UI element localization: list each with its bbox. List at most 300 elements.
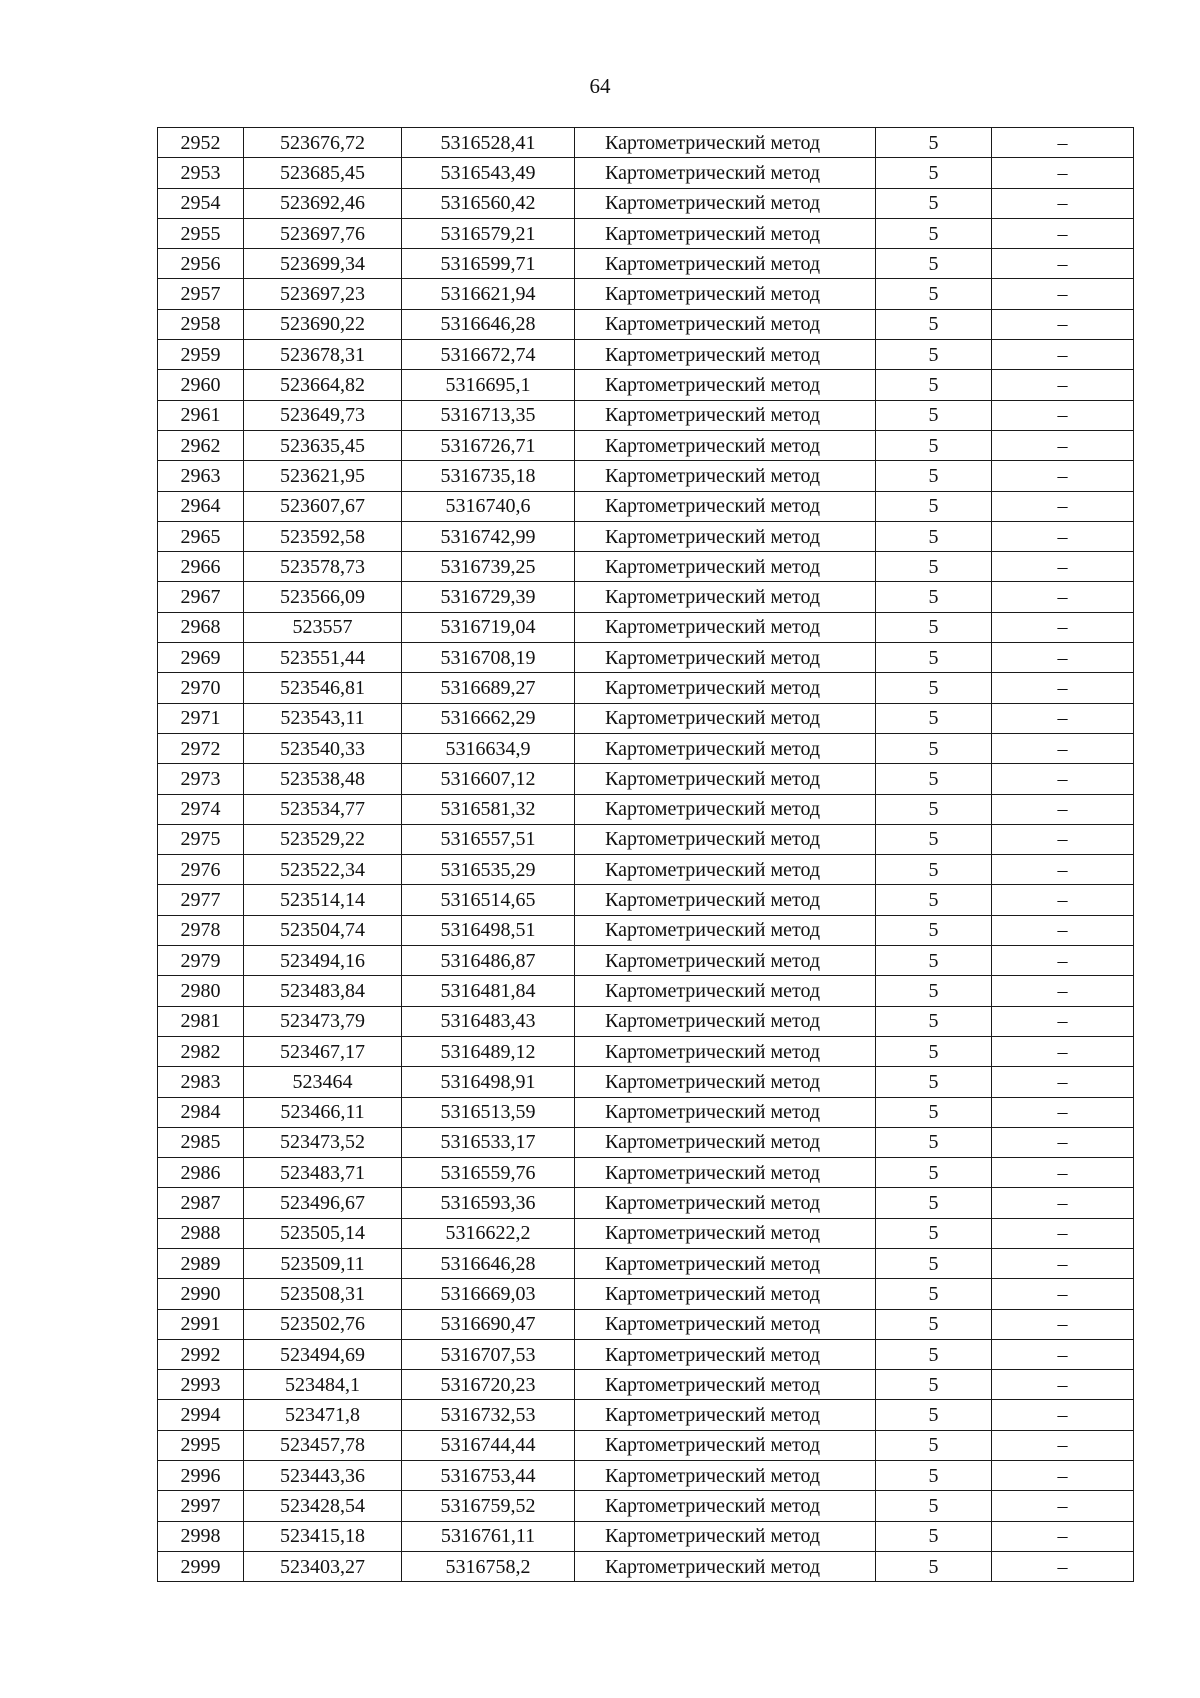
y-coordinate-cell: 5316559,76 — [402, 1158, 575, 1188]
table-row — [158, 1097, 1134, 1127]
y-coordinate-cell: 5316621,94 — [402, 279, 575, 309]
accuracy-cell: 5 — [876, 1400, 992, 1430]
description-cell: – — [992, 1400, 1134, 1430]
description-cell: – — [992, 1551, 1134, 1581]
y-coordinate-cell: 5316729,39 — [402, 582, 575, 612]
description-cell: – — [992, 764, 1134, 794]
description-cell: – — [992, 370, 1134, 400]
table-row — [158, 309, 1134, 339]
point-number-cell: 2954 — [158, 188, 244, 218]
description-cell: – — [992, 309, 1134, 339]
y-coordinate-cell: 5316672,74 — [402, 340, 575, 370]
description-cell: – — [992, 1279, 1134, 1309]
accuracy-cell: 5 — [876, 1339, 992, 1369]
point-number-cell: 2952 — [158, 128, 244, 158]
y-coordinate-cell: 5316634,9 — [402, 733, 575, 763]
x-coordinate-cell: 523543,11 — [244, 703, 402, 733]
description-cell: – — [992, 915, 1134, 945]
table-row — [158, 128, 1134, 158]
method-cell: Картометрический метод — [575, 673, 876, 703]
table-row — [158, 461, 1134, 491]
table-row — [158, 1067, 1134, 1097]
point-number-cell: 2963 — [158, 461, 244, 491]
accuracy-cell: 5 — [876, 218, 992, 248]
table-row — [158, 1491, 1134, 1521]
accuracy-cell: 5 — [876, 400, 992, 430]
x-coordinate-cell: 523578,73 — [244, 552, 402, 582]
description-cell: – — [992, 946, 1134, 976]
method-cell: Картометрический метод — [575, 946, 876, 976]
y-coordinate-cell: 5316498,51 — [402, 915, 575, 945]
y-coordinate-cell: 5316593,36 — [402, 1188, 575, 1218]
x-coordinate-cell: 523538,48 — [244, 764, 402, 794]
y-coordinate-cell: 5316535,29 — [402, 855, 575, 885]
description-cell: – — [992, 430, 1134, 460]
point-number-cell: 2978 — [158, 915, 244, 945]
accuracy-cell: 5 — [876, 1370, 992, 1400]
y-coordinate-cell: 5316486,87 — [402, 946, 575, 976]
accuracy-cell: 5 — [876, 370, 992, 400]
description-cell: – — [992, 1248, 1134, 1278]
description-cell: – — [992, 461, 1134, 491]
x-coordinate-cell: 523464 — [244, 1067, 402, 1097]
x-coordinate-cell: 523514,14 — [244, 885, 402, 915]
x-coordinate-cell: 523457,78 — [244, 1430, 402, 1460]
table-row — [158, 673, 1134, 703]
accuracy-cell: 5 — [876, 279, 992, 309]
table-row — [158, 1400, 1134, 1430]
method-cell: Картометрический метод — [575, 824, 876, 854]
accuracy-cell: 5 — [876, 915, 992, 945]
accuracy-cell: 5 — [876, 824, 992, 854]
point-number-cell: 2961 — [158, 400, 244, 430]
y-coordinate-cell: 5316690,47 — [402, 1309, 575, 1339]
point-number-cell: 2966 — [158, 552, 244, 582]
method-cell: Картометрический метод — [575, 279, 876, 309]
method-cell: Картометрический метод — [575, 400, 876, 430]
accuracy-cell: 5 — [876, 1309, 992, 1339]
y-coordinate-cell: 5316646,28 — [402, 1248, 575, 1278]
method-cell: Картометрический метод — [575, 976, 876, 1006]
point-number-cell: 2990 — [158, 1279, 244, 1309]
y-coordinate-cell: 5316732,53 — [402, 1400, 575, 1430]
table-row — [158, 218, 1134, 248]
table-row — [158, 491, 1134, 521]
x-coordinate-cell: 523473,52 — [244, 1127, 402, 1157]
method-cell: Картометрический метод — [575, 1430, 876, 1460]
point-number-cell: 2982 — [158, 1036, 244, 1066]
table-row — [158, 1158, 1134, 1188]
point-number-cell: 2955 — [158, 218, 244, 248]
accuracy-cell: 5 — [876, 309, 992, 339]
description-cell: – — [992, 279, 1134, 309]
x-coordinate-cell: 523471,8 — [244, 1400, 402, 1430]
y-coordinate-cell: 5316739,25 — [402, 552, 575, 582]
accuracy-cell: 5 — [876, 733, 992, 763]
table-row — [158, 915, 1134, 945]
accuracy-cell: 5 — [876, 1158, 992, 1188]
accuracy-cell: 5 — [876, 1067, 992, 1097]
table-row — [158, 430, 1134, 460]
y-coordinate-cell: 5316726,71 — [402, 430, 575, 460]
method-cell: Картометрический метод — [575, 1218, 876, 1248]
method-cell: Картометрический метод — [575, 521, 876, 551]
method-cell: Картометрический метод — [575, 582, 876, 612]
description-cell: – — [992, 1521, 1134, 1551]
method-cell: Картометрический метод — [575, 370, 876, 400]
point-number-cell: 2975 — [158, 824, 244, 854]
method-cell: Картометрический метод — [575, 733, 876, 763]
table-row — [158, 764, 1134, 794]
method-cell: Картометрический метод — [575, 1067, 876, 1097]
y-coordinate-cell: 5316481,84 — [402, 976, 575, 1006]
method-cell: Картометрический метод — [575, 1309, 876, 1339]
point-number-cell: 2973 — [158, 764, 244, 794]
accuracy-cell: 5 — [876, 794, 992, 824]
accuracy-cell: 5 — [876, 340, 992, 370]
x-coordinate-cell: 523467,17 — [244, 1036, 402, 1066]
x-coordinate-cell: 523483,71 — [244, 1158, 402, 1188]
x-coordinate-cell: 523685,45 — [244, 158, 402, 188]
method-cell: Картометрический метод — [575, 1339, 876, 1369]
accuracy-cell: 5 — [876, 1188, 992, 1218]
accuracy-cell: 5 — [876, 1430, 992, 1460]
y-coordinate-cell: 5316759,52 — [402, 1491, 575, 1521]
table-row — [158, 1127, 1134, 1157]
page-number: 64 — [589, 74, 611, 98]
method-cell: Картометрический метод — [575, 764, 876, 794]
y-coordinate-cell: 5316753,44 — [402, 1461, 575, 1491]
x-coordinate-cell: 523551,44 — [244, 643, 402, 673]
method-cell: Картометрический метод — [575, 340, 876, 370]
accuracy-cell: 5 — [876, 612, 992, 642]
table-row — [158, 1309, 1134, 1339]
table-row — [158, 643, 1134, 673]
x-coordinate-cell: 523676,72 — [244, 128, 402, 158]
method-cell: Картометрический метод — [575, 855, 876, 885]
point-number-cell: 2997 — [158, 1491, 244, 1521]
y-coordinate-cell: 5316557,51 — [402, 824, 575, 854]
accuracy-cell: 5 — [876, 582, 992, 612]
point-number-cell: 2968 — [158, 612, 244, 642]
method-cell: Картометрический метод — [575, 1248, 876, 1278]
x-coordinate-cell: 523529,22 — [244, 824, 402, 854]
y-coordinate-cell: 5316514,65 — [402, 885, 575, 915]
point-number-cell: 2993 — [158, 1370, 244, 1400]
point-number-cell: 2972 — [158, 733, 244, 763]
description-cell: – — [992, 521, 1134, 551]
method-cell: Картометрический метод — [575, 430, 876, 460]
description-cell: – — [992, 643, 1134, 673]
description-cell: – — [992, 1430, 1134, 1460]
x-coordinate-cell: 523690,22 — [244, 309, 402, 339]
description-cell: – — [992, 1158, 1134, 1188]
point-number-cell: 2979 — [158, 946, 244, 976]
accuracy-cell: 5 — [876, 158, 992, 188]
y-coordinate-cell: 5316646,28 — [402, 309, 575, 339]
y-coordinate-cell: 5316599,71 — [402, 249, 575, 279]
method-cell: Картометрический метод — [575, 188, 876, 218]
description-cell: – — [992, 218, 1134, 248]
accuracy-cell: 5 — [876, 643, 992, 673]
accuracy-cell: 5 — [876, 1491, 992, 1521]
point-number-cell: 2985 — [158, 1127, 244, 1157]
point-number-cell: 2964 — [158, 491, 244, 521]
accuracy-cell: 5 — [876, 855, 992, 885]
table-row — [158, 552, 1134, 582]
accuracy-cell: 5 — [876, 249, 992, 279]
method-cell: Картометрический метод — [575, 1006, 876, 1036]
description-cell: – — [992, 855, 1134, 885]
point-number-cell: 2974 — [158, 794, 244, 824]
accuracy-cell: 5 — [876, 521, 992, 551]
point-number-cell: 2983 — [158, 1067, 244, 1097]
x-coordinate-cell: 523494,16 — [244, 946, 402, 976]
accuracy-cell: 5 — [876, 461, 992, 491]
accuracy-cell: 5 — [876, 1461, 992, 1491]
x-coordinate-cell: 523504,74 — [244, 915, 402, 945]
method-cell: Картометрический метод — [575, 1551, 876, 1581]
description-cell: – — [992, 1370, 1134, 1400]
x-coordinate-cell: 523466,11 — [244, 1097, 402, 1127]
y-coordinate-cell: 5316689,27 — [402, 673, 575, 703]
point-number-cell: 2998 — [158, 1521, 244, 1551]
method-cell: Картометрический метод — [575, 491, 876, 521]
coordinates-table — [157, 127, 1134, 1582]
x-coordinate-cell: 523678,31 — [244, 340, 402, 370]
accuracy-cell: 5 — [876, 1279, 992, 1309]
point-number-cell: 2969 — [158, 643, 244, 673]
method-cell: Картометрический метод — [575, 309, 876, 339]
point-number-cell: 2994 — [158, 1400, 244, 1430]
point-number-cell: 2995 — [158, 1430, 244, 1460]
description-cell: – — [992, 582, 1134, 612]
y-coordinate-cell: 5316720,23 — [402, 1370, 575, 1400]
accuracy-cell: 5 — [876, 703, 992, 733]
x-coordinate-cell: 523473,79 — [244, 1006, 402, 1036]
point-number-cell: 2967 — [158, 582, 244, 612]
y-coordinate-cell: 5316742,99 — [402, 521, 575, 551]
x-coordinate-cell: 523415,18 — [244, 1521, 402, 1551]
table-row — [158, 1036, 1134, 1066]
method-cell: Картометрический метод — [575, 1188, 876, 1218]
table-row — [158, 1279, 1134, 1309]
x-coordinate-cell: 523649,73 — [244, 400, 402, 430]
accuracy-cell: 5 — [876, 1218, 992, 1248]
x-coordinate-cell: 523494,69 — [244, 1339, 402, 1369]
description-cell: – — [992, 340, 1134, 370]
x-coordinate-cell: 523592,58 — [244, 521, 402, 551]
method-cell: Картометрический метод — [575, 1521, 876, 1551]
point-number-cell: 2956 — [158, 249, 244, 279]
point-number-cell: 2989 — [158, 1248, 244, 1278]
point-number-cell: 2977 — [158, 885, 244, 915]
point-number-cell: 2970 — [158, 673, 244, 703]
y-coordinate-cell: 5316735,18 — [402, 461, 575, 491]
accuracy-cell: 5 — [876, 128, 992, 158]
x-coordinate-cell: 523540,33 — [244, 733, 402, 763]
accuracy-cell: 5 — [876, 1248, 992, 1278]
description-cell: – — [992, 128, 1134, 158]
y-coordinate-cell: 5316669,03 — [402, 1279, 575, 1309]
method-cell: Картометрический метод — [575, 1400, 876, 1430]
table-row — [158, 885, 1134, 915]
point-number-cell: 2988 — [158, 1218, 244, 1248]
method-cell: Картометрический метод — [575, 552, 876, 582]
point-number-cell: 2996 — [158, 1461, 244, 1491]
accuracy-cell: 5 — [876, 885, 992, 915]
point-number-cell: 2971 — [158, 703, 244, 733]
description-cell: – — [992, 1097, 1134, 1127]
point-number-cell: 2962 — [158, 430, 244, 460]
x-coordinate-cell: 523522,34 — [244, 855, 402, 885]
table-row — [158, 1188, 1134, 1218]
accuracy-cell: 5 — [876, 976, 992, 1006]
description-cell: – — [992, 1309, 1134, 1339]
table-row — [158, 582, 1134, 612]
y-coordinate-cell: 5316581,32 — [402, 794, 575, 824]
accuracy-cell: 5 — [876, 552, 992, 582]
point-number-cell: 2957 — [158, 279, 244, 309]
point-number-cell: 2981 — [158, 1006, 244, 1036]
point-number-cell: 2984 — [158, 1097, 244, 1127]
table-row — [158, 279, 1134, 309]
x-coordinate-cell: 523566,09 — [244, 582, 402, 612]
accuracy-cell: 5 — [876, 946, 992, 976]
y-coordinate-cell: 5316543,49 — [402, 158, 575, 188]
table-row — [158, 976, 1134, 1006]
point-number-cell: 2960 — [158, 370, 244, 400]
x-coordinate-cell: 523699,34 — [244, 249, 402, 279]
method-cell: Картометрический метод — [575, 1279, 876, 1309]
y-coordinate-cell: 5316622,2 — [402, 1218, 575, 1248]
description-cell: – — [992, 1067, 1134, 1097]
table-row — [158, 1461, 1134, 1491]
accuracy-cell: 5 — [876, 1127, 992, 1157]
method-cell: Картометрический метод — [575, 794, 876, 824]
description-cell: – — [992, 733, 1134, 763]
method-cell: Картометрический метод — [575, 915, 876, 945]
y-coordinate-cell: 5316761,11 — [402, 1521, 575, 1551]
description-cell: – — [992, 1006, 1134, 1036]
method-cell: Картометрический метод — [575, 1097, 876, 1127]
accuracy-cell: 5 — [876, 188, 992, 218]
x-coordinate-cell: 523546,81 — [244, 673, 402, 703]
x-coordinate-cell: 523483,84 — [244, 976, 402, 1006]
accuracy-cell: 5 — [876, 430, 992, 460]
x-coordinate-cell: 523502,76 — [244, 1309, 402, 1339]
y-coordinate-cell: 5316483,43 — [402, 1006, 575, 1036]
table-row — [158, 1430, 1134, 1460]
description-cell: – — [992, 400, 1134, 430]
y-coordinate-cell: 5316498,91 — [402, 1067, 575, 1097]
method-cell: Картометрический метод — [575, 1158, 876, 1188]
method-cell: Картометрический метод — [575, 1036, 876, 1066]
y-coordinate-cell: 5316758,2 — [402, 1551, 575, 1581]
x-coordinate-cell: 523509,11 — [244, 1248, 402, 1278]
x-coordinate-cell: 523664,82 — [244, 370, 402, 400]
accuracy-cell: 5 — [876, 1097, 992, 1127]
description-cell: – — [992, 1036, 1134, 1066]
description-cell: – — [992, 703, 1134, 733]
y-coordinate-cell: 5316662,29 — [402, 703, 575, 733]
point-number-cell: 2958 — [158, 309, 244, 339]
accuracy-cell: 5 — [876, 1036, 992, 1066]
method-cell: Картометрический метод — [575, 158, 876, 188]
table-row — [158, 1218, 1134, 1248]
accuracy-cell: 5 — [876, 1521, 992, 1551]
description-cell: – — [992, 612, 1134, 642]
point-number-cell: 2987 — [158, 1188, 244, 1218]
point-number-cell: 2976 — [158, 855, 244, 885]
point-number-cell: 2959 — [158, 340, 244, 370]
table-row — [158, 188, 1134, 218]
description-cell: – — [992, 1188, 1134, 1218]
table-row — [158, 1370, 1134, 1400]
method-cell: Картометрический метод — [575, 885, 876, 915]
y-coordinate-cell: 5316528,41 — [402, 128, 575, 158]
y-coordinate-cell: 5316513,59 — [402, 1097, 575, 1127]
coordinates-table-body — [158, 128, 1134, 1582]
description-cell: – — [992, 673, 1134, 703]
accuracy-cell: 5 — [876, 1551, 992, 1581]
description-cell: – — [992, 885, 1134, 915]
table-row — [158, 612, 1134, 642]
x-coordinate-cell: 523443,36 — [244, 1461, 402, 1491]
table-row — [158, 1248, 1134, 1278]
x-coordinate-cell: 523635,45 — [244, 430, 402, 460]
x-coordinate-cell: 523621,95 — [244, 461, 402, 491]
y-coordinate-cell: 5316533,17 — [402, 1127, 575, 1157]
table-row — [158, 946, 1134, 976]
point-number-cell: 2965 — [158, 521, 244, 551]
description-cell: – — [992, 158, 1134, 188]
table-row — [158, 521, 1134, 551]
y-coordinate-cell: 5316489,12 — [402, 1036, 575, 1066]
description-cell: – — [992, 976, 1134, 1006]
method-cell: Картометрический метод — [575, 128, 876, 158]
accuracy-cell: 5 — [876, 1006, 992, 1036]
y-coordinate-cell: 5316707,53 — [402, 1339, 575, 1369]
y-coordinate-cell: 5316560,42 — [402, 188, 575, 218]
x-coordinate-cell: 523505,14 — [244, 1218, 402, 1248]
method-cell: Картометрический метод — [575, 1461, 876, 1491]
description-cell: – — [992, 1218, 1134, 1248]
table-row — [158, 340, 1134, 370]
method-cell: Картометрический метод — [575, 1370, 876, 1400]
y-coordinate-cell: 5316719,04 — [402, 612, 575, 642]
x-coordinate-cell: 523403,27 — [244, 1551, 402, 1581]
point-number-cell: 2999 — [158, 1551, 244, 1581]
description-cell: – — [992, 552, 1134, 582]
description-cell: – — [992, 1127, 1134, 1157]
accuracy-cell: 5 — [876, 764, 992, 794]
x-coordinate-cell: 523484,1 — [244, 1370, 402, 1400]
x-coordinate-cell: 523697,76 — [244, 218, 402, 248]
x-coordinate-cell: 523697,23 — [244, 279, 402, 309]
table-row — [158, 400, 1134, 430]
x-coordinate-cell: 523557 — [244, 612, 402, 642]
description-cell: – — [992, 491, 1134, 521]
table-row — [158, 1551, 1134, 1581]
description-cell: – — [992, 794, 1134, 824]
point-number-cell: 2991 — [158, 1309, 244, 1339]
x-coordinate-cell: 523496,67 — [244, 1188, 402, 1218]
method-cell: Картометрический метод — [575, 612, 876, 642]
y-coordinate-cell: 5316744,44 — [402, 1430, 575, 1460]
y-coordinate-cell: 5316708,19 — [402, 643, 575, 673]
x-coordinate-cell: 523534,77 — [244, 794, 402, 824]
